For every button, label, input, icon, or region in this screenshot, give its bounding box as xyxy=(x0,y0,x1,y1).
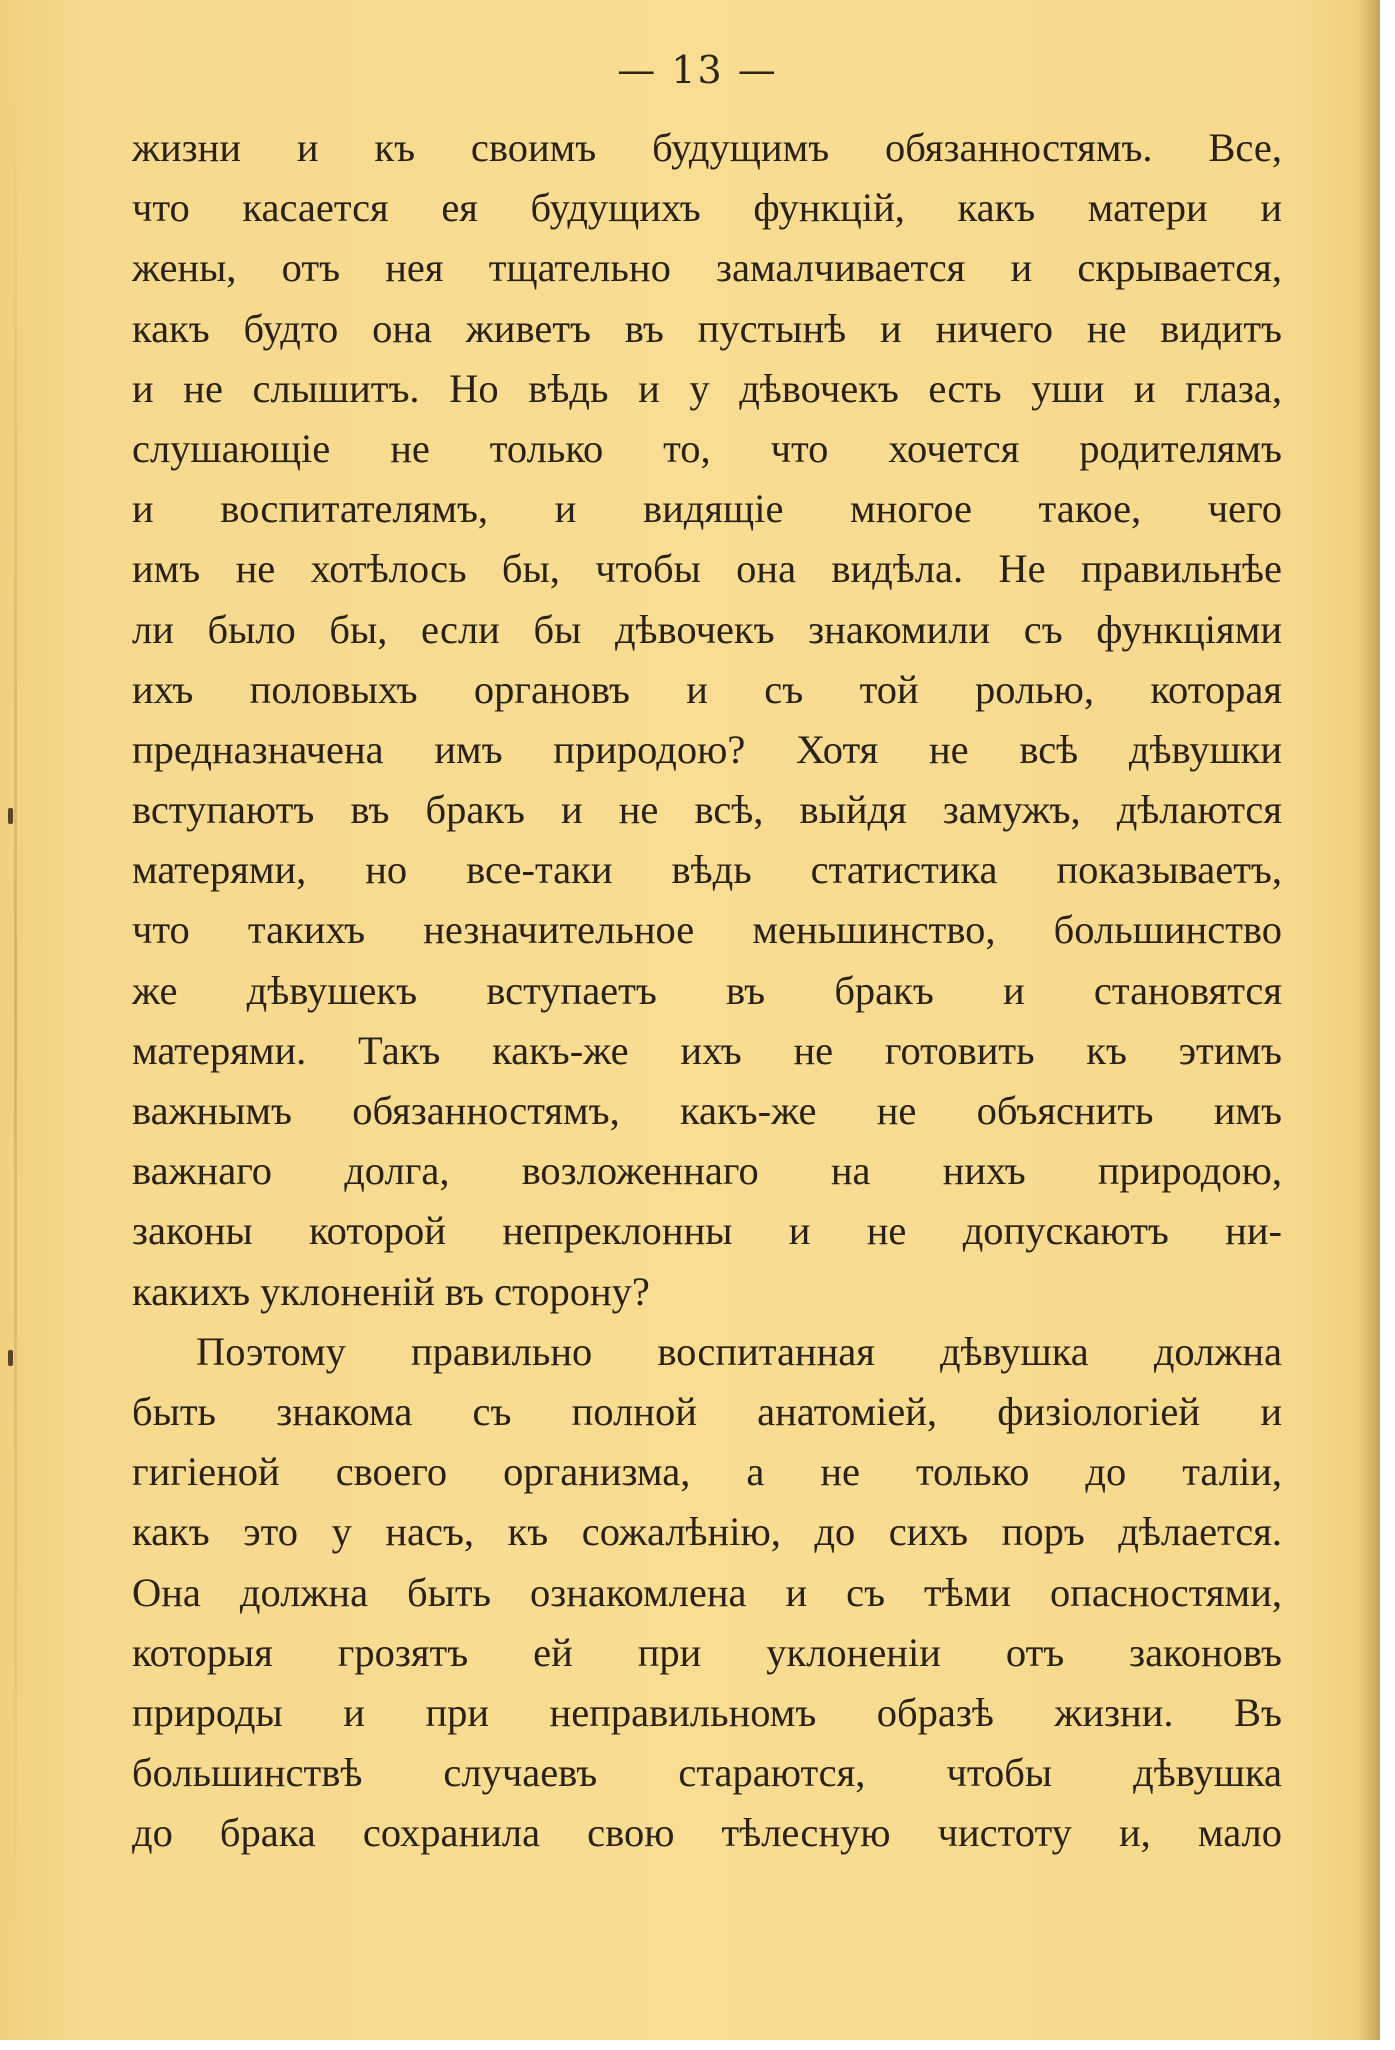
text-line: же дѣвушекъ вступаетъ въ бракъ и становятся xyxy=(132,967,1282,1013)
page-edge-shadow-right xyxy=(1358,0,1380,2040)
body-text xyxy=(132,118,1282,1863)
paragraph-1 xyxy=(132,118,1282,1322)
text-line: матерями. Такъ какъ-же ихъ не готовить къ этимъ xyxy=(132,1027,1282,1073)
text-line: какихъ уклоненій въ сторону? xyxy=(132,1268,650,1314)
text-line: важнаго долга, возложеннаго на нихъ природою, xyxy=(132,1148,1282,1194)
text-line: имъ не хотѣлось бы, чтобы она видѣла. Не правильнѣе xyxy=(132,546,1282,592)
text-line: ихъ половыхъ органовъ и съ той ролью, которая xyxy=(132,666,1282,712)
text-line: быть знакома съ полной анатоміей, физіологіей и xyxy=(132,1388,1282,1434)
text-line: важнымъ обязанностямъ, какъ-же не объяснить имъ xyxy=(132,1088,1282,1133)
margin-mark-upper xyxy=(8,808,13,824)
text-line: какъ это у насъ, къ сожалѣнію, до сихъ поръ дѣлается. xyxy=(132,1509,1282,1555)
text-line: жизни и къ своимъ будущимъ обязанностямъ. Все, xyxy=(132,125,1282,170)
text-line: до брака сохранила свою тѣлесную чистоту и, мало xyxy=(132,1810,1282,1856)
text-line: и не слышитъ. Но вѣдь и у дѣвочекъ есть уши и глаза, xyxy=(132,365,1282,411)
text-line: законы которой непреклонны и не допускаютъ ни- xyxy=(132,1208,1282,1254)
text-line: которыя грозятъ ей при уклоненіи отъ законовъ xyxy=(132,1629,1282,1675)
page-edge-shadow-left xyxy=(14,60,17,1960)
text-line: вступаютъ въ бракъ и не всѣ, выйдя замужъ, дѣлаются xyxy=(132,787,1282,833)
text-line: матерями, но все-таки вѣдь статистика показываетъ, xyxy=(132,847,1282,893)
margin-mark-lower xyxy=(8,1350,13,1366)
text-line: какъ будто она живетъ въ пустынѣ и ничего не видитъ xyxy=(132,305,1282,351)
text-line: предназначена имъ природою? Хотя не всѣ дѣвушки xyxy=(132,726,1282,772)
text-line: гигіеной своего организма, а не только до таліи, xyxy=(132,1449,1282,1495)
text-line: Она должна быть ознакомлена и съ тѣми опасностями, xyxy=(132,1569,1282,1615)
text-line: жены, отъ нея тщательно замалчивается и скрывается, xyxy=(132,245,1282,291)
paragraph-2 xyxy=(132,1322,1282,1864)
text-line: что касается ея будущихъ функцій, какъ матери и xyxy=(132,185,1282,231)
text-line: Поэтому правильно воспитанная дѣвушка должна xyxy=(196,1328,1282,1374)
text-line: природы и при неправильномъ образѣ жизни. Въ xyxy=(132,1689,1282,1735)
text-line: что такихъ незначительное меньшинство, большинство xyxy=(132,907,1282,953)
text-line: большинствѣ случаевъ стараются, чтобы дѣвушка xyxy=(132,1750,1282,1796)
text-line: слушающіе не только то, что хочется родителямъ xyxy=(132,425,1282,471)
text-line: и воспитателямъ, и видящіе многое такое, чего xyxy=(132,486,1282,532)
text-line: ли было бы, если бы дѣвочекъ знакомили съ функціями xyxy=(132,606,1282,652)
page-number: — 13 — xyxy=(617,48,778,92)
